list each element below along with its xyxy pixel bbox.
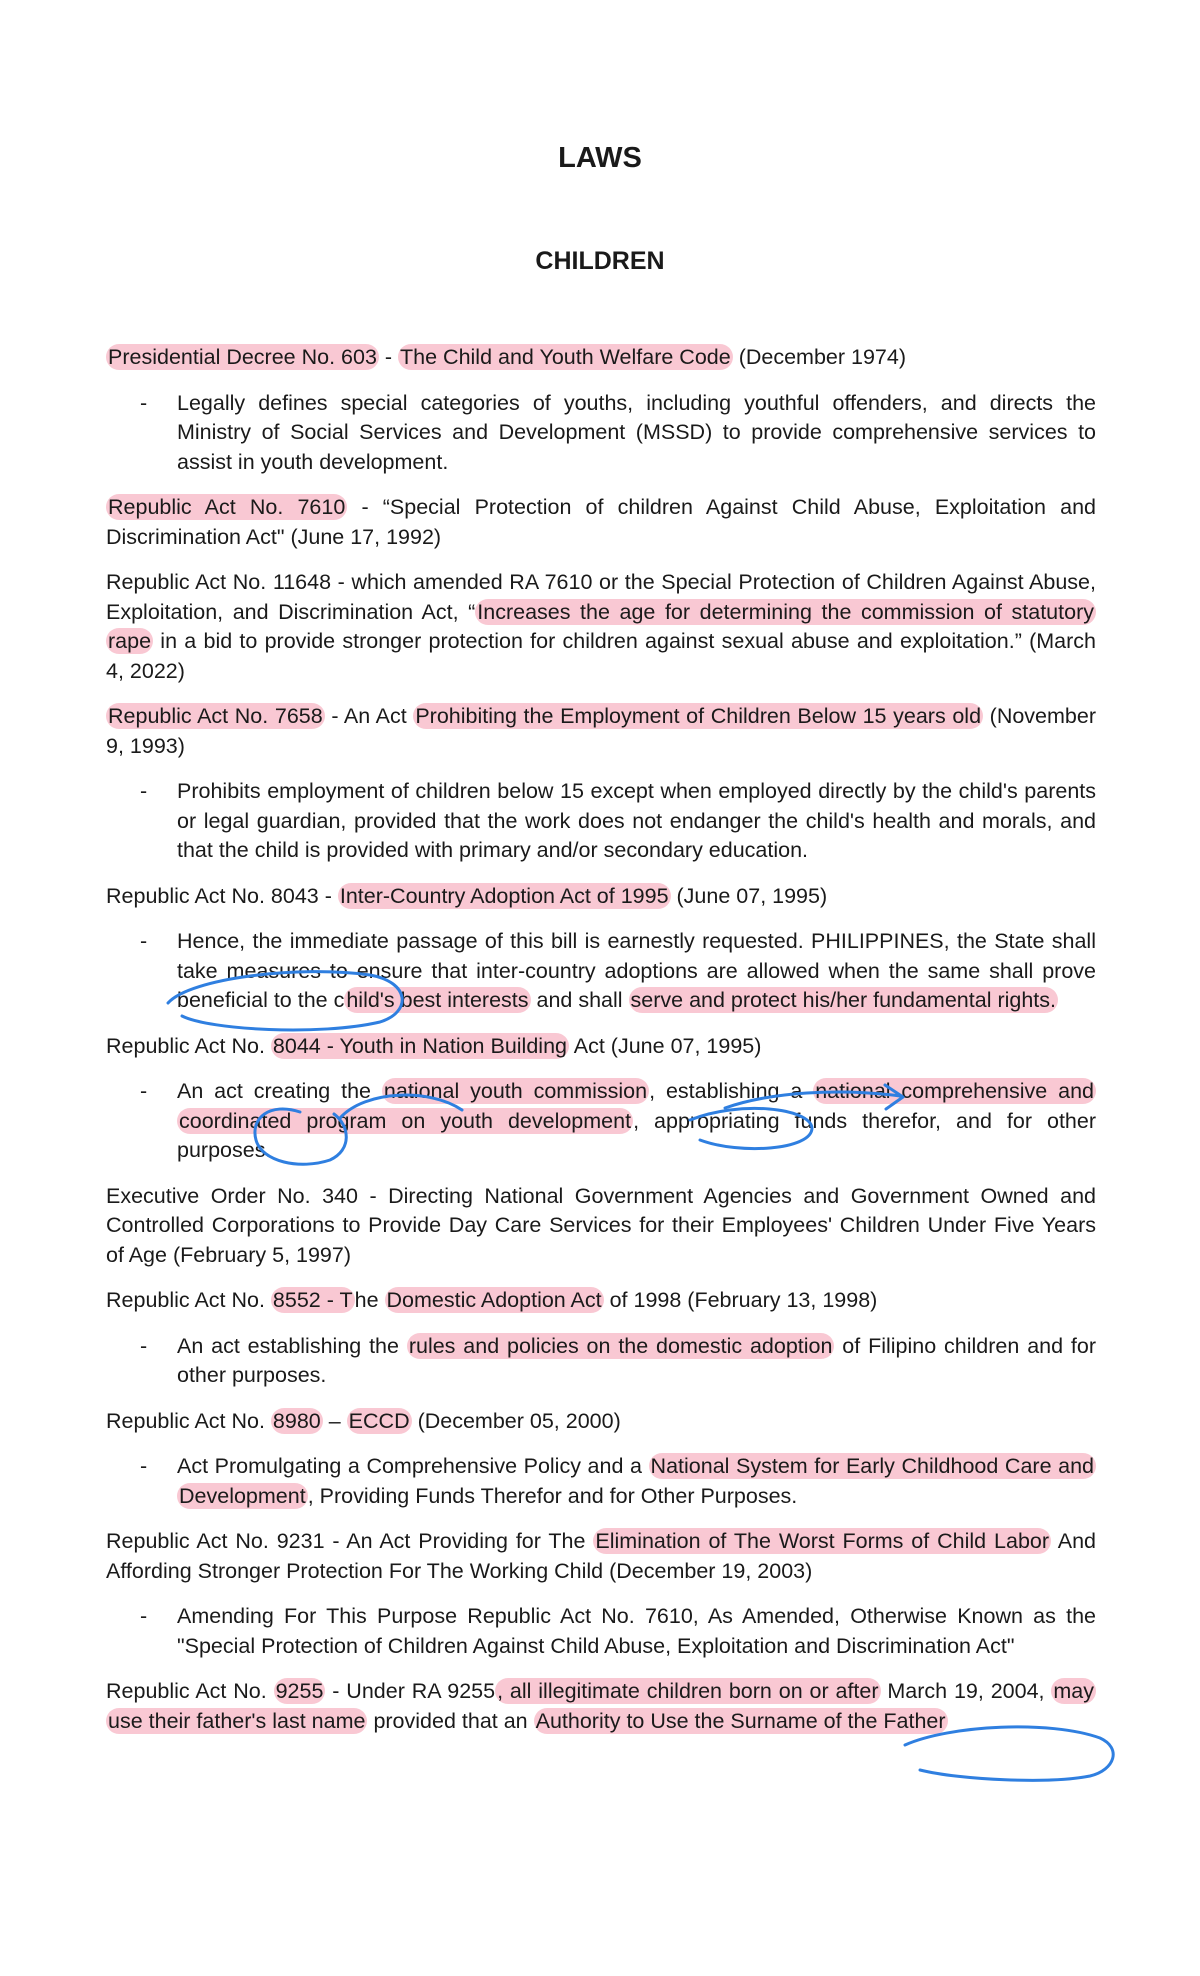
law-description: - An act creating the national youth commission, establishing a national comprehensive and coordinated program on youth development, appropriating funds therefor, and for other purposes. — [140, 1079, 1097, 1162]
law-entry-ra7658: Republic Act No. 7658 - An Act Prohibiting the Employment of Children Below 15 years old (November 9, 1993) — [106, 704, 1096, 758]
highlight: serve and protect his/her fundamental rights. — [630, 988, 1056, 1012]
highlight: Republic Act No. 7610 — [108, 495, 346, 519]
highlight: , all illegitimate children born on or after — [497, 1679, 879, 1703]
highlight: Inter-Country Adoption Act of 1995 — [339, 883, 669, 908]
highlight: National System for Early Childhood Care and Development — [179, 1454, 1094, 1508]
document-body — [106, 343, 1096, 1752]
law-entry-ra8552: Republic Act No. 8552 - The Domestic Adoption Act of 1998 (February 13, 1998) — [106, 1288, 878, 1312]
highlight: national comprehensive and coordinated program on youth development — [179, 1079, 1094, 1133]
bullet-dash: - — [140, 1333, 148, 1358]
highlight: Prohibiting the Employment of Children Below 15 years old — [415, 704, 982, 728]
highlight: ECCD — [348, 1408, 410, 1433]
bullet-dash: - — [140, 929, 148, 953]
highlight: 8552 - T — [272, 1288, 353, 1312]
bullet-dash: - — [140, 779, 148, 803]
highlight: Elimination of The Worst Forms of Child Labor — [595, 1529, 1050, 1553]
bullet-dash: - — [140, 1454, 148, 1478]
law-entry-ra9255: Republic Act No. 9255 - Under RA 9255, all illegitimate children born on or after March 19, 2004, may use their father's last name provided that an Authority to Use the Surname of the Father — [106, 1679, 1094, 1733]
highlight: Domestic Adoption Act — [386, 1288, 602, 1312]
section-heading: CHILDREN — [535, 247, 665, 275]
highlight: Authority to Use the Surname of the Father — [535, 1708, 946, 1733]
highlight: Increases the age for determining the commission of statutory rape — [108, 599, 1094, 653]
law-entry-ra11648: Republic Act No. 11648 - which amended RA 7610 or the Special Protection of Children Against Abuse, Exploitation, and Discrimination Act, “Increases the age for determining the commission of statutory rape in a bid to provide stronger protection for children against sexual abuse and exploitation.” (March 4, 2022) — [106, 570, 1096, 683]
bullet-dash: - — [140, 390, 148, 415]
law-entry-ra8043: Republic Act No. 8043 - Inter-Country Adoption Act of 1995 (June 07, 1995) — [106, 883, 828, 908]
highlight: 9255 — [275, 1679, 324, 1703]
law-entry-ra9231: Republic Act No. 9231 - An Act Providing for The Elimination of The Worst Forms of Child Labor And Affording Stronger Protection For The Working Child (December 19, 2003) — [106, 1529, 1097, 1583]
law-description: - Act Promulgating a Comprehensive Policy and a National System for Early Childhood Care and Development, Providing Funds Therefor and for Other Purposes. — [140, 1454, 1094, 1508]
law-description: - Prohibits employment of children below 15 except when employed directly by the child's parents or legal guardian, provided that the work does not endanger the child's health and morals, and that the child is provided with primary and/or secondary education. — [140, 779, 1096, 862]
highlight: may use their father's last name — [108, 1679, 1094, 1733]
highlight: rules and policies on the domestic adoption — [408, 1333, 833, 1358]
highlight: national youth commission — [383, 1079, 648, 1103]
highlight: Republic Act No. 7658 — [108, 704, 323, 728]
law-entry-ra8980: Republic Act No. 8980 – ECCD (December 05, 2000) — [106, 1408, 621, 1433]
law-entry-pd603: Presidential Decree No. 603 - The Child and Youth Welfare Code (December 1974) — [108, 345, 906, 369]
law-entry-ra8044: Republic Act No. 8044 - Youth in Nation Building Act (June 07, 1995) — [106, 1033, 762, 1058]
law-description: - Legally defines special categories of youths, including youthful offenders, and directs the Ministry of Social Services and Development (MSSD) to provide comprehensive services to assist in youth development. — [140, 390, 1096, 474]
highlight: The Child and Youth Welfare Code — [400, 345, 731, 369]
law-description: - Amending For This Purpose Republic Act No. 7610, As Amended, Otherwise Known as the "Special Protection of Children Against Child Abuse, Exploitation and Discrimination Act" — [140, 1604, 1096, 1658]
highlight: hild's best interests — [346, 988, 529, 1012]
law-description: - An act establishing the rules and policies on the domestic adoption of Filipino children and for other purposes. — [140, 1333, 1097, 1387]
bullet-dash: - — [140, 1079, 148, 1103]
highlight: 8980 — [272, 1408, 321, 1433]
bullet-dash: - — [140, 1604, 148, 1628]
law-entry-ra7610: Republic Act No. 7610 - “Special Protection of children Against Child Abuse, Exploitation and Discrimination Act" (June 17, 1992) — [106, 495, 1097, 549]
document-title: LAWS — [558, 142, 642, 174]
law-description: - Hence, the immediate passage of this bill is earnestly requested. PHILIPPINES, the State shall take measures to ensure that inter-country adoptions are allowed when the same shall prove beneficial to the child's best interests and shall serve and protect his/her fundamental rights. — [140, 929, 1096, 1012]
highlight: 8044 - Youth in Nation Building — [272, 1033, 567, 1058]
highlight: Presidential Decree No. 603 — [108, 345, 377, 369]
law-entry-eo340: Executive Order No. 340 - Directing National Government Agencies and Government Owned and Controlled Corporations to Provide Day Care Services for their Employees' Children Under Five Years of Age (February 5, 1997) — [106, 1183, 1096, 1267]
